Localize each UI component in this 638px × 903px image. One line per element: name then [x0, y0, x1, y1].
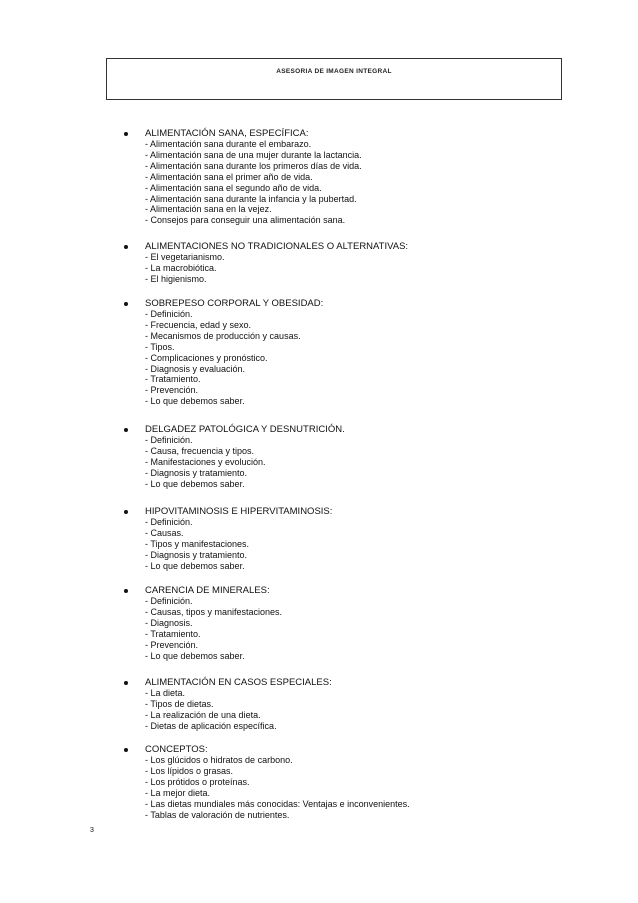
- section-title: CARENCIA DE MINERALES:: [145, 585, 270, 596]
- list-item: - Diagnosis y tratamiento.: [145, 467, 248, 478]
- list-item: - Los prótidos o proteínas.: [145, 776, 250, 787]
- section-items: [145, 596, 282, 661]
- list-item: - Definición.: [145, 435, 193, 445]
- list-item: - Frecuencia, edad y sexo.: [145, 319, 252, 330]
- page-number: 3: [90, 827, 94, 834]
- list-item: - La dieta.: [145, 688, 186, 698]
- list-item: - Prevención.: [145, 639, 199, 650]
- bullet-icon: [124, 748, 128, 752]
- list-item: - Tipos y manifestaciones.: [145, 538, 250, 549]
- section-title: ALIMENTACIÓN EN CASOS ESPECIALES:: [145, 677, 332, 688]
- list-item: - Tipos de dietas.: [145, 698, 214, 709]
- section-title: CONCEPTOS:: [145, 744, 208, 755]
- list-item: - Mecanismos de producción y causas.: [145, 330, 301, 341]
- list-item: - Definición.: [145, 517, 193, 527]
- list-item: - Tratamiento.: [145, 374, 201, 385]
- header-box: [106, 58, 562, 100]
- list-item: - Los glúcidos o hidratos de carbono.: [145, 755, 293, 765]
- list-item: - Alimentación sana de una mujer durante la lactancia.: [145, 149, 362, 160]
- list-item: - La mejor dieta.: [145, 787, 211, 798]
- section-title: DELGADEZ PATOLÓGICA Y DESNUTRICIÓN.: [145, 424, 345, 435]
- list-item: - El vegetarianismo.: [145, 252, 225, 262]
- list-item: - El higienismo.: [145, 273, 207, 284]
- section-items: [145, 139, 362, 226]
- header-title: ASESORIA DE IMAGEN INTEGRAL: [276, 68, 392, 75]
- section-items: [145, 755, 410, 820]
- section-items: [145, 517, 249, 572]
- list-item: - Alimentación sana en la vejez.: [145, 204, 272, 215]
- section-items: [145, 252, 225, 285]
- list-item: - Manifestaciones y evolución.: [145, 456, 266, 467]
- list-item: - Lo que debemos saber.: [145, 560, 245, 571]
- list-item: - Causa, frecuencia y tipos.: [145, 445, 255, 456]
- bullet-icon: [124, 132, 128, 136]
- list-item: - Alimentación sana durante el embarazo.: [145, 139, 312, 149]
- list-item: - Causas.: [145, 527, 184, 538]
- section-items: [145, 309, 301, 407]
- list-item: - La macrobiótica.: [145, 262, 217, 273]
- list-item: - Los lípidos o grasas.: [145, 765, 234, 776]
- list-item: - Diagnosis y evaluación.: [145, 363, 246, 374]
- list-item: - Complicaciones y pronóstico.: [145, 352, 268, 363]
- bullet-icon: [124, 245, 128, 249]
- bullet-icon: [124, 428, 128, 432]
- list-item: - La realización de una dieta.: [145, 709, 261, 720]
- list-item: - Lo que debemos saber.: [145, 396, 245, 407]
- list-item: - Tablas de valoración de nutrientes.: [145, 809, 290, 820]
- list-item: - Tratamiento.: [145, 628, 201, 639]
- list-item: - Alimentación sana durante la infancia y la pubertad.: [145, 193, 357, 204]
- list-item: - Prevención.: [145, 385, 199, 396]
- section-items: [145, 435, 266, 490]
- bullet-icon: [124, 510, 128, 514]
- list-item: - Causas, tipos y manifestaciones.: [145, 606, 283, 617]
- list-item: - Lo que debemos saber.: [145, 650, 245, 661]
- section-title: ALIMENTACIÓN SANA, ESPECÍFICA:: [145, 128, 309, 139]
- list-item: - Diagnosis.: [145, 617, 193, 628]
- bullet-icon: [124, 302, 128, 306]
- list-item: - Alimentación sana durante los primeros días de vida.: [145, 160, 362, 171]
- list-item: - Diagnosis y tratamiento.: [145, 549, 248, 560]
- section-title: SOBREPESO CORPORAL Y OBESIDAD:: [145, 298, 324, 309]
- list-item: - Las dietas mundiales más conocidas: Ventajas e inconvenientes.: [145, 798, 410, 809]
- list-item: - Definición.: [145, 309, 193, 319]
- list-item: - Tipos.: [145, 341, 175, 352]
- section-title: HIPOVITAMINOSIS E HIPERVITAMINOSIS:: [145, 506, 333, 517]
- section-items: [145, 688, 277, 732]
- list-item: - Definición.: [145, 596, 193, 606]
- list-item: - Alimentación sana el primer año de vida.: [145, 171, 313, 182]
- list-item: - Alimentación sana el segundo año de vida.: [145, 182, 322, 193]
- bullet-icon: [124, 681, 128, 685]
- bullet-icon: [124, 589, 128, 593]
- section-title: ALIMENTACIONES NO TRADICIONALES O ALTERNATIVAS:: [145, 241, 409, 252]
- list-item: - Consejos para conseguir una alimentación sana.: [145, 215, 346, 226]
- list-item: - Lo que debemos saber.: [145, 478, 245, 489]
- list-item: - Dietas de aplicación específica.: [145, 720, 277, 731]
